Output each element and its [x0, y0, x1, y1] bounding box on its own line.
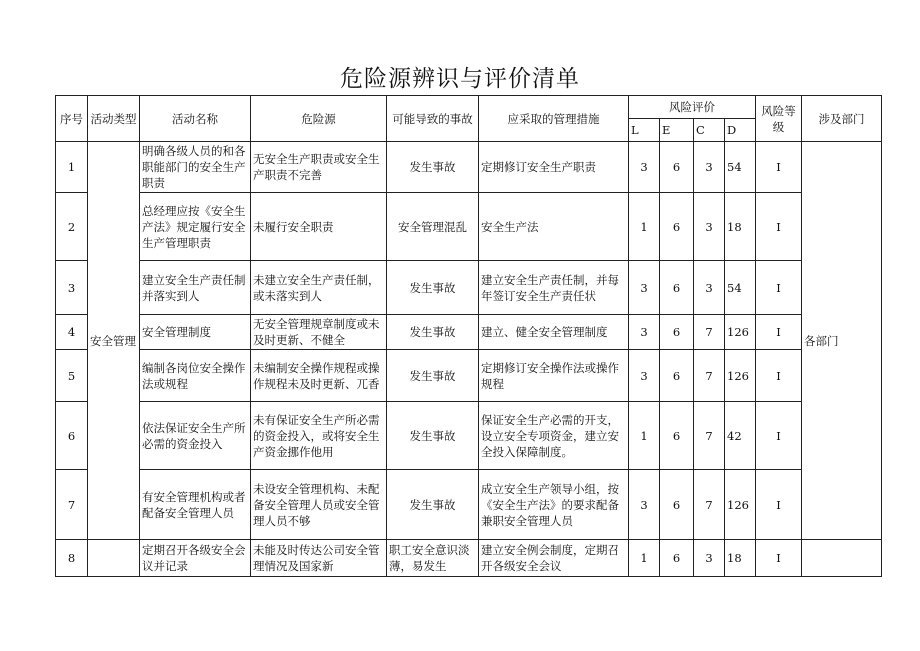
table-row — [56, 315, 882, 350]
E-cell: 6 — [660, 193, 694, 261]
E-cell: 6 — [660, 350, 694, 402]
activity-name-cell: 编制各岗位安全操作法或规程 — [140, 350, 251, 402]
accident-cell: 职工安全意识淡薄，易发生 — [387, 540, 479, 577]
measure-cell: 安全生产法 — [479, 193, 629, 261]
D-cell: 126 — [725, 470, 756, 540]
C-cell: 3 — [694, 261, 725, 315]
L-cell: 1 — [629, 193, 660, 261]
department-cell: 各部门 — [802, 142, 882, 540]
C-cell: 3 — [694, 540, 725, 577]
table-row — [56, 193, 882, 261]
hazard-cell: 未履行安全职责 — [251, 193, 387, 261]
document-title: 危险源辨识与评价清单 — [340, 66, 580, 92]
E-cell: 6 — [660, 470, 694, 540]
header-risk-eval: 风险评价 — [629, 96, 756, 119]
risk-level-cell: Ⅰ — [756, 142, 802, 193]
hazard-cell: 未设安全管理机构、未配备安全管理人员或安全管理人员不够 — [251, 470, 387, 540]
D-cell: 18 — [725, 540, 756, 577]
C-cell: 3 — [694, 142, 725, 193]
activity-name-cell: 依法保证安全生产所必需的资金投入 — [140, 402, 251, 470]
L-cell: 1 — [629, 402, 660, 470]
measure-cell: 定期修订安全生产职责 — [479, 142, 629, 193]
header-C: C — [694, 119, 725, 142]
department-cell-empty — [802, 540, 882, 577]
accident-cell: 发生事故 — [387, 261, 479, 315]
L-cell: 3 — [629, 261, 660, 315]
risk-level-cell: Ⅰ — [756, 350, 802, 402]
header-department: 涉及部门 — [802, 96, 882, 142]
risk-level-cell: Ⅰ — [756, 193, 802, 261]
activity-name-cell: 安全管理制度 — [140, 315, 251, 350]
activity-name-cell: 有安全管理机构或者配备安全管理人员 — [140, 470, 251, 540]
D-cell: 42 — [725, 402, 756, 470]
hazard-cell: 未有保证安全生产所必需的资金投入，或将安全生产资金挪作他用 — [251, 402, 387, 470]
header-activity-type: 活动类型 — [88, 96, 140, 142]
activity-type-cell-empty — [88, 540, 140, 577]
table-row — [56, 402, 882, 470]
D-cell: 54 — [725, 261, 756, 315]
row-seq: 5 — [56, 350, 88, 402]
row-seq: 1 — [56, 142, 88, 193]
accident-cell: 发生事故 — [387, 142, 479, 193]
risk-level-cell: Ⅰ — [756, 402, 802, 470]
activity-name-cell: 明确各级人员的和各职能部门的安全生产职责 — [140, 142, 251, 193]
E-cell: 6 — [660, 315, 694, 350]
header-possible-accident: 可能导致的事故 — [387, 96, 479, 142]
L-cell: 3 — [629, 142, 660, 193]
measure-cell: 定期修订安全操作法或操作规程 — [479, 350, 629, 402]
C-cell: 7 — [694, 315, 725, 350]
C-cell: 7 — [694, 402, 725, 470]
header-activity-name: 活动名称 — [140, 96, 251, 142]
L-cell: 3 — [629, 315, 660, 350]
row-seq: 2 — [56, 193, 88, 261]
hazard-cell: 无安全生产职责或安全生产职责不完善 — [251, 142, 387, 193]
risk-level-cell: Ⅰ — [756, 315, 802, 350]
activity-type-cell: 安全管理 — [88, 142, 140, 540]
row-seq: 4 — [56, 315, 88, 350]
header-E: E — [660, 119, 694, 142]
hazard-cell: 无安全管理规章制度或未及时更新、不健全 — [251, 315, 387, 350]
header-D: D — [725, 119, 756, 142]
hazard-table — [55, 95, 882, 577]
header-seq: 序号 — [56, 96, 88, 142]
activity-name-cell: 总经理应按《安全生产法》规定履行安全生产管理职责 — [140, 193, 251, 261]
C-cell: 7 — [694, 350, 725, 402]
row-seq: 6 — [56, 402, 88, 470]
accident-cell: 发生事故 — [387, 315, 479, 350]
table-row — [56, 470, 882, 540]
measure-cell: 建立安全生产责任制，并每年签订安全生产责任状 — [479, 261, 629, 315]
accident-cell: 发生事故 — [387, 402, 479, 470]
row-seq: 7 — [56, 470, 88, 540]
activity-name-cell: 定期召开各级安全会议并记录 — [140, 540, 251, 577]
header-measures: 应采取的管理措施 — [479, 96, 629, 142]
E-cell: 6 — [660, 142, 694, 193]
measure-cell: 建立安全例会制度，定期召开各级安全会议 — [479, 540, 629, 577]
risk-level-cell: Ⅰ — [756, 470, 802, 540]
table-row — [56, 261, 882, 315]
L-cell: 3 — [629, 470, 660, 540]
D-cell: 126 — [725, 350, 756, 402]
hazard-cell: 未能及时传达公司安全管理情况及国家新 — [251, 540, 387, 577]
row-seq: 3 — [56, 261, 88, 315]
measure-cell: 保证安全生产必需的开支，设立安全专项资金，建立安全投入保障制度。 — [479, 402, 629, 470]
risk-level-cell: Ⅰ — [756, 540, 802, 577]
header-risk-level: 风险等级 — [756, 96, 802, 142]
risk-level-cell: Ⅰ — [756, 261, 802, 315]
E-cell: 6 — [660, 261, 694, 315]
table-row — [56, 142, 882, 193]
hazard-cell: 未建立安全生产责任制，或未落实到人 — [251, 261, 387, 315]
E-cell: 6 — [660, 540, 694, 577]
C-cell: 3 — [694, 193, 725, 261]
L-cell: 1 — [629, 540, 660, 577]
hazard-cell: 未编制安全操作规程或操作规程未及时更新、兀香 — [251, 350, 387, 402]
measure-cell: 成立安全生产领导小组，按《安全生产法》的要求配备兼职安全管理人员 — [479, 470, 629, 540]
table-row — [56, 350, 882, 402]
accident-cell: 发生事故 — [387, 470, 479, 540]
accident-cell: 安全管理混乱 — [387, 193, 479, 261]
D-cell: 18 — [725, 193, 756, 261]
accident-cell: 发生事故 — [387, 350, 479, 402]
D-cell: 126 — [725, 315, 756, 350]
activity-name-cell: 建立安全生产责任制并落实到人 — [140, 261, 251, 315]
header-L: L — [629, 119, 660, 142]
header-hazard: 危险源 — [251, 96, 387, 142]
D-cell: 54 — [725, 142, 756, 193]
row-seq: 8 — [56, 540, 88, 577]
L-cell: 3 — [629, 350, 660, 402]
measure-cell: 建立、健全安全管理制度 — [479, 315, 629, 350]
E-cell: 6 — [660, 402, 694, 470]
table-row — [56, 540, 882, 577]
C-cell: 7 — [694, 470, 725, 540]
